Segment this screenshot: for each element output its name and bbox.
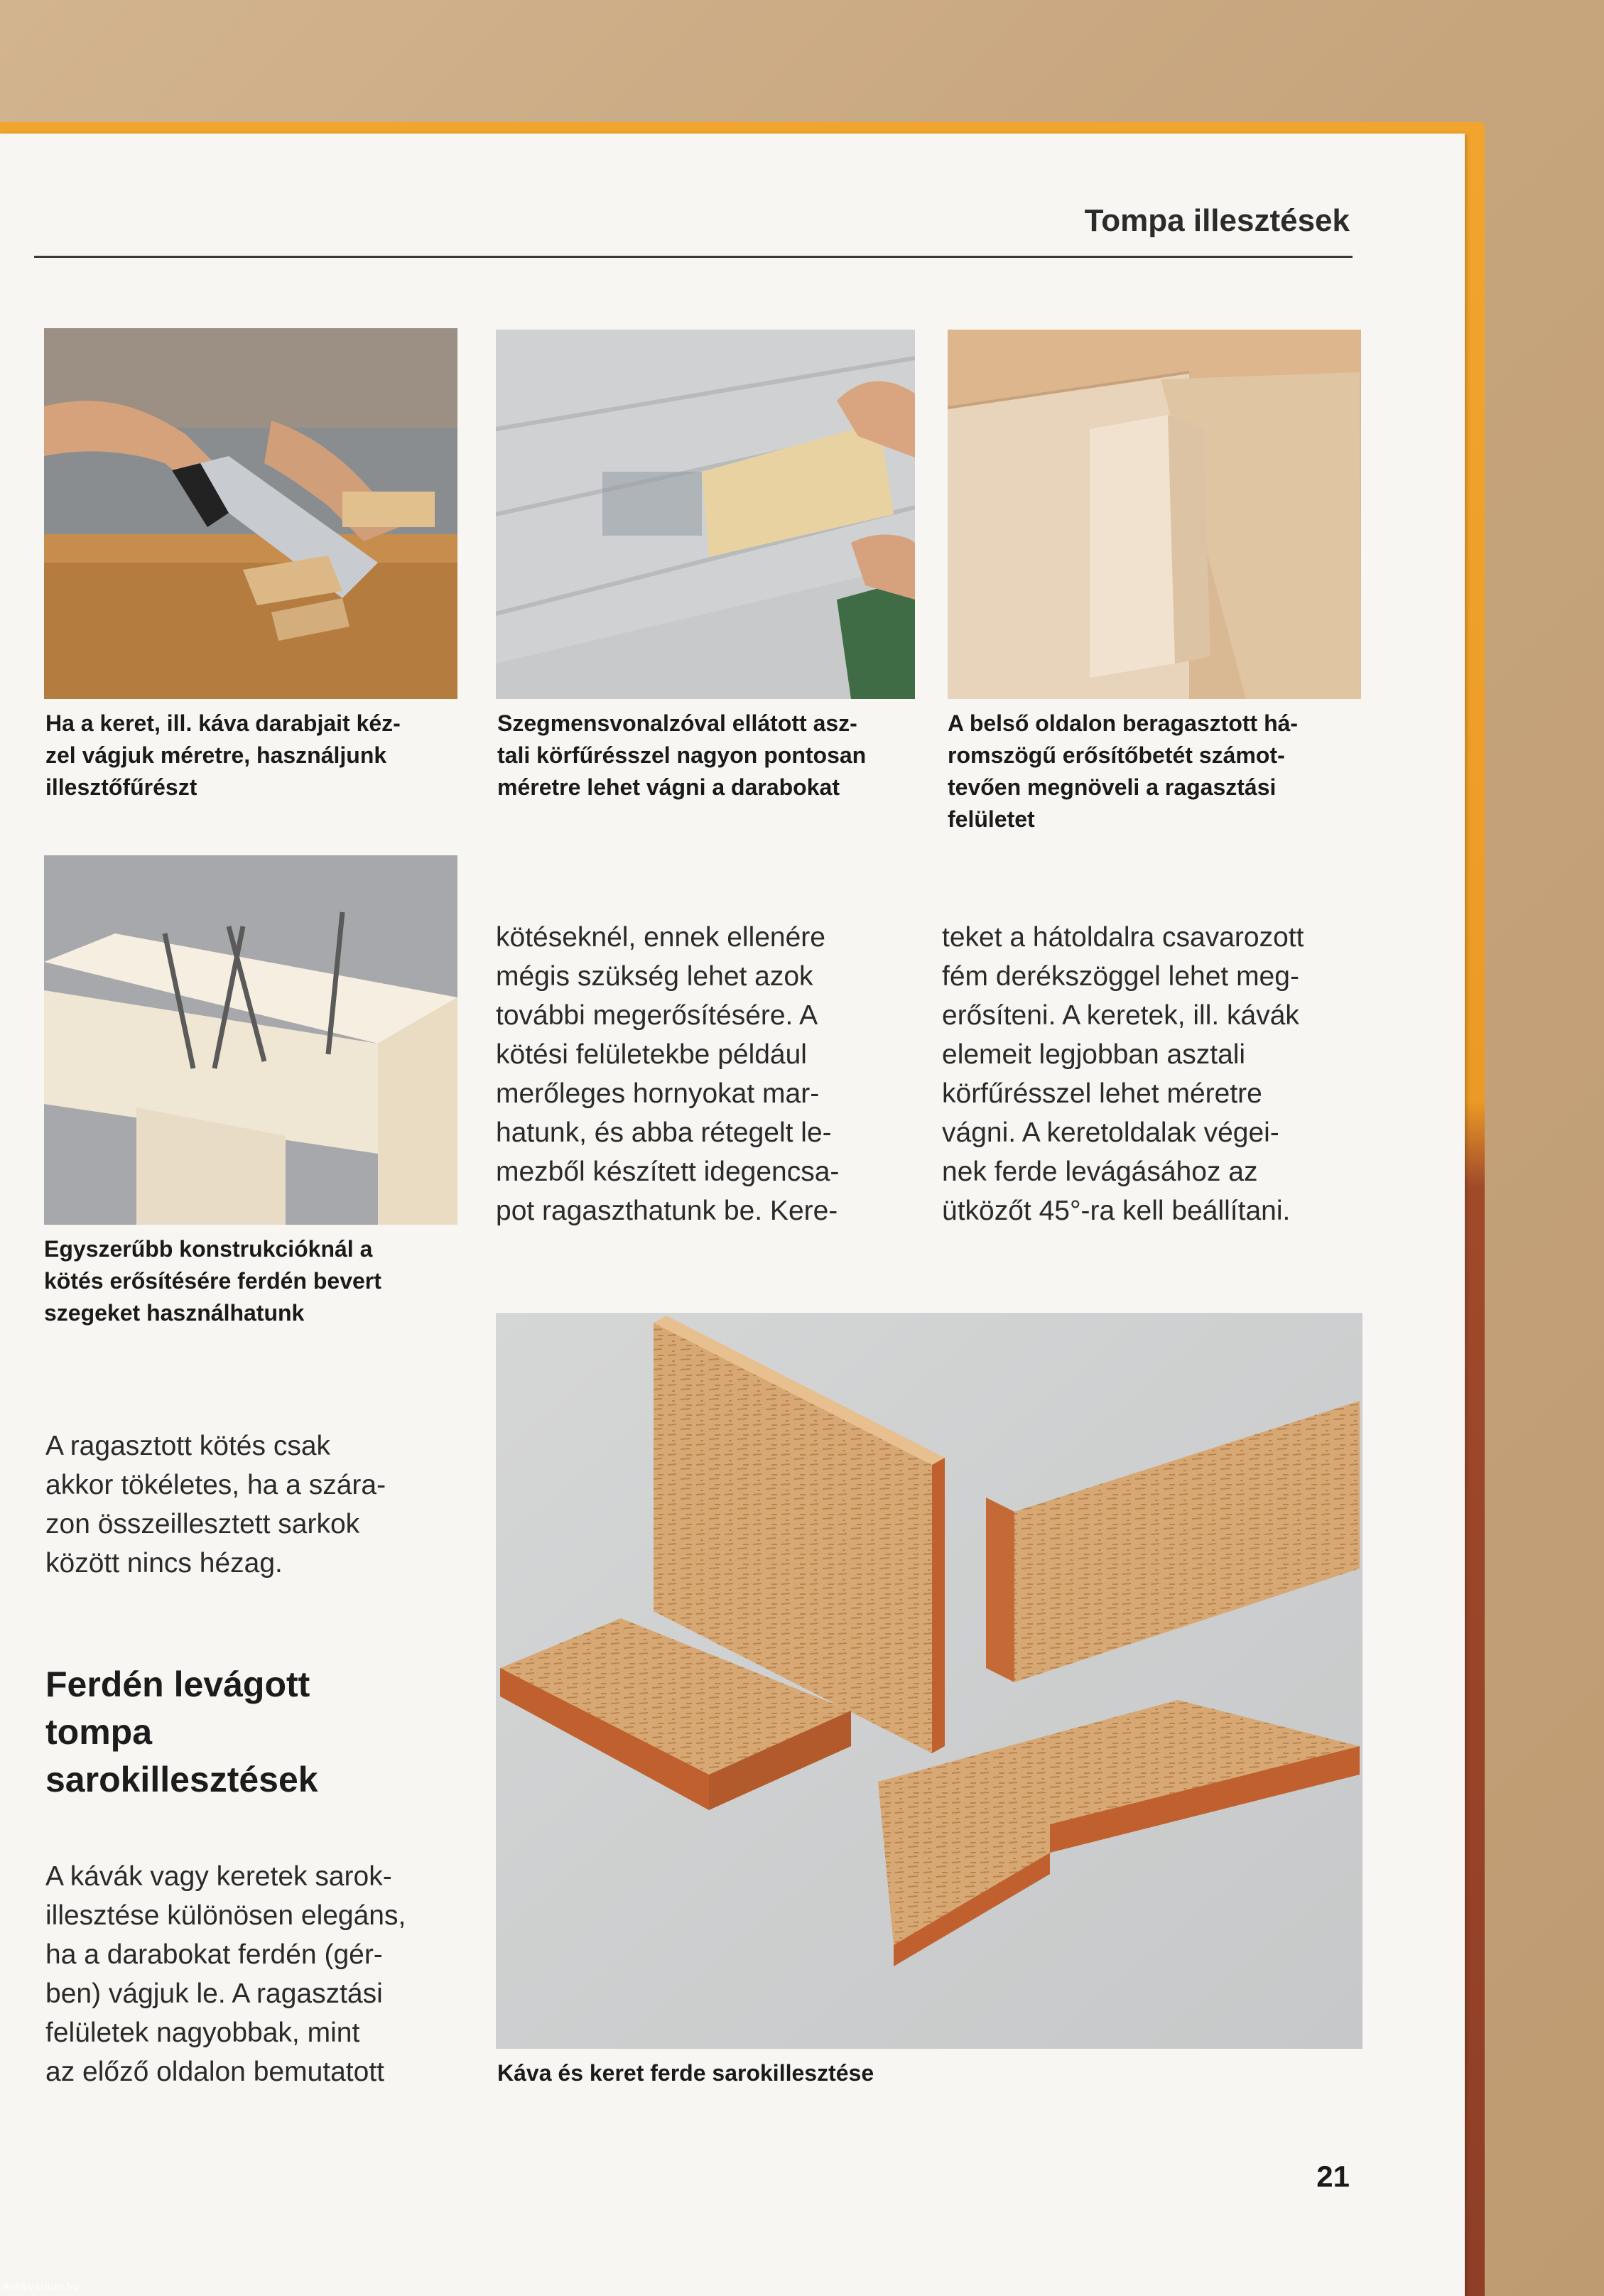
caption-table-saw: Szegmensvonalzóval ellátott asz- tali körfűrésszel nagyon pontosan méretre lehet vágni a darabokat (497, 710, 867, 800)
caption-corner-block: A belső oldalon beragasztott há- romszögű erősítőbetét számot- tevően megnöveli a ragasztási felületet (948, 710, 1299, 832)
page-number: 21 (1316, 2160, 1350, 2193)
caption-nails: Egyszerűbb konstrukcióknál a kötés erősítésére ferdén bevert szegeket használhatunk (44, 1236, 381, 1326)
body-column-right: teket a hátoldalra csavarozott fém derékszöggel lehet meg- erősíteni. A keretek, ill. kávák elemeit legjobban asztali körfűrésszel lehet méretre vágni. A keretoldalak végei- nek ferde levágásához az ütközőt 45°-ra kell beállítani. (942, 922, 1304, 1226)
photo-hand-saw (44, 328, 457, 699)
photo-nails (44, 855, 457, 1225)
section-heading: Ferdén levágott tompa sarokillesztések (45, 1664, 318, 1799)
body-left-paragraph-2: A kávák vagy keretek sarok- illesztése különösen elegáns, ha a darabokat ferdén (gér- ben) vágjuk le. A ragasztási felületek nagyobbak, mint az előző oldalon bemutatott (45, 1861, 406, 2087)
running-header-title: Tompa illesztések (1084, 203, 1350, 238)
photo-corner-block (948, 330, 1361, 699)
diagram-mitre-joint (496, 1313, 1362, 2049)
header-rule (34, 256, 1353, 258)
watermark: Antikvarium.hu (3, 2282, 80, 2293)
caption-hand-saw: Ha a keret, ill. káva darabjait kéz- zel vágjuk méretre, használjunk illesztőfűrészt (45, 710, 401, 800)
body-column-middle: kötéseknél, ennek ellenére mégis szükség lehet azok további megerősítésére. A kötési felületekbe például merőleges hornyokat mar- hatunk, és abba rétegelt le- mezből készített idegencsa- pot ragaszthatunk be. Kere- (496, 922, 840, 1226)
photo-table-saw (496, 330, 915, 699)
caption-diagram: Káva és keret ferde sarokillesztése (497, 2060, 874, 2086)
body-left-paragraph: A ragasztott kötés csak akkor tökéletes, ha a szára- zon összeillesztett sarkok között nincs hézag. (45, 1431, 386, 1578)
